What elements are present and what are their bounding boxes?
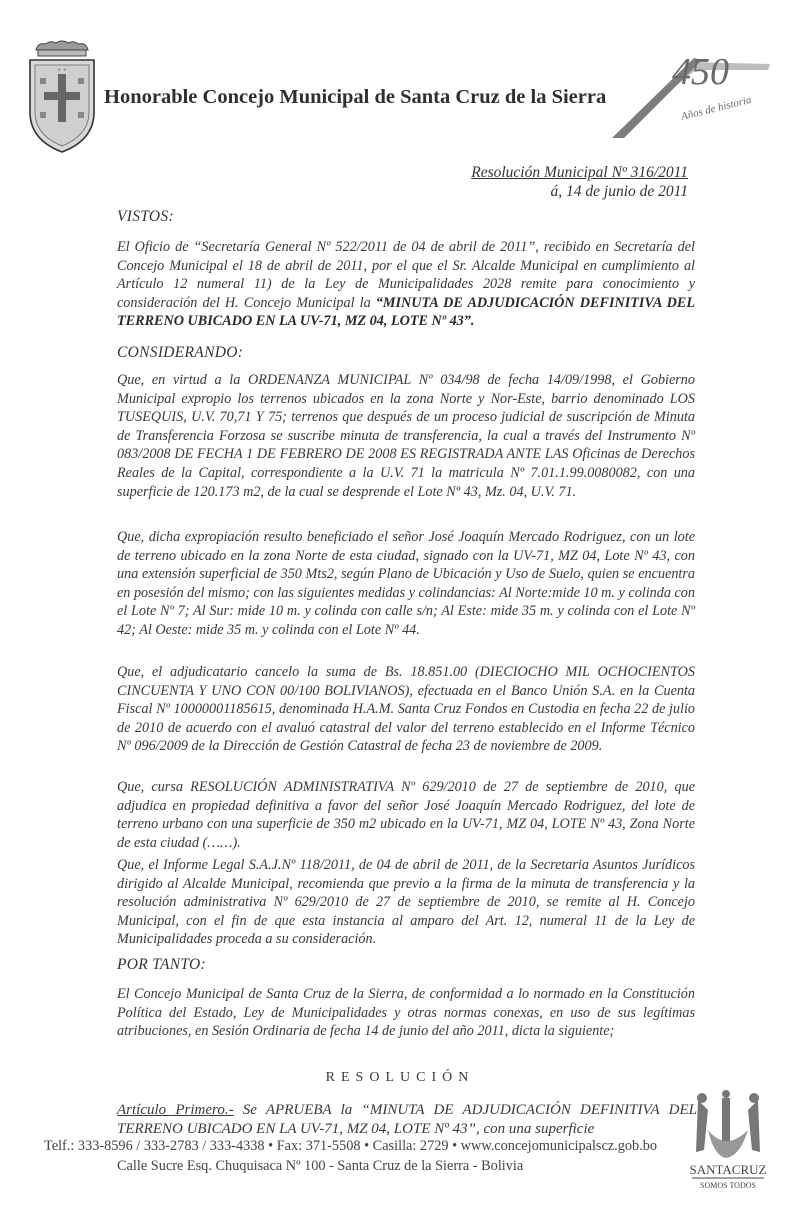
anniversary-450-logo [610, 40, 780, 140]
santa-cruz-logo [678, 1090, 778, 1202]
resolution-date: á, 14 de junio de 2011 [550, 183, 688, 200]
considerando-paragraph-3: Que, el adjudicatario cancelo la suma de Bs. 18.851.00 (DIECIOCHO MIL OCHOCIENTOS CINCUENTA Y UNO CON 00/100 BOLIVIANOS), efectuada en el Banco Unión S.A. en la Cuenta Fiscal Nº 10000001185615, denominada H.A.M. Santa Cruz Fondos en Custodia en fecha 22 de julio de 2010 de acuerdo con el avaluó catastral del valor del terreno establecido en el Informe Técnico Nº 096/2009 de la Dirección de Gestión Catastral de fecha 23 de noviembre de 2009. [117, 664, 695, 755]
considerando-paragraph-2: Que, dicha expropiación resulto beneficiado el señor José Joaquín Mercado Rodriguez, con un lote de terreno ubicado en la zona Norte de esta ciudad, signado con la UV-71, MZ 04, Lote Nº 43, con una extensión superficial de 350 Mts2, según Plano de Ubicación y Uso de Suelo, quien se encuentra en posesión del mismo; con las siguientes medidas y colindancias: Al Norte:mide 10 m. y colinda con el Lote Nº 7; Al Sur: mide 10 m. y colinda con calle s/n; Al Este: mide 35 m. y colinda con el Lote Nº 42; Al Oeste: mide 35 m. y colinda con el Lote Nº 44. [117, 529, 695, 638]
footer-address: Calle Sucre Esq. Chuquisaca Nº 100 - Santa Cruz de la Sierra - Bolivia [117, 1158, 524, 1174]
considerando-paragraph-1: Que, en virtud a la ORDENANZA MUNICIPAL Nº 034/98 de fecha 14/09/1998, el Gobierno Municipal expropio los terrenos ubicados en la zona Norte y Nor-Este, barrio denominado LOS TUSEQUIS, U.V. 70,71 Y 75; terrenos que después de un proceso judicial de suscripción de Minuta de Transferencia Forzosa se suscribe minuta de transferencia, la cual a través del Instrumento Nº 083/2008 DE FECHA 1 DE FEBRERO DE 2008 ES REGISTRADA ANTE LAS Oficinas de Derechos Reales de la Capital, correspondiente a la U.V. 71 la matricula Nº 7.01.1.99.0080082, con una superficie de 120.173 m2, de la cual se desprende el Lote Nº 43, Mz. 04, U.V. 71. [117, 372, 695, 500]
vistos-paragraph: El Oficio de “Secretaría General Nº 522/2011 de 04 de abril de 2011”, recibido en Secretaría del Concejo Municipal el 18 de abril de 2011, por el que el Sr. Alcalde Municipal en cumplimiento al Artículo 12 numeral 11) de la Ley de Municipalidades 2028 remite para conocimiento y consideración del H. Concejo Municipal la “MINUTA DE ADJUDICACIÓN DEFINITIVA DEL TERRENO UBICADO EN LA UV-71, MZ 04, LOTE Nº 43”. [117, 239, 695, 330]
considerando-paragraph-5: Que, el Informe Legal S.A.J.Nº 118/2011, de 04 de abril de 2011, de la Secretaria Asuntos Jurídicos dirigido al Alcalde Municipal, recomienda que previo a la firma de la minuta de transferencia y la resolución administrativa Nº 629/2010 de 27 de septiembre de 2010, se remite al H. Concejo Municipal, con el fin de que esta instancia al amparo del Art. 12, numeral 11 de la Ley de Municipalidades proceda a su consideración. [117, 857, 695, 948]
resolution-number: Resolución Municipal Nº 316/2011 [471, 164, 688, 181]
por-tanto-paragraph: El Concejo Municipal de Santa Cruz de la Sierra, de conformidad a lo normado en la Constitución Política del Estado, Ley de Municipalidades y otras normas conexas, en uso de sus legítimas atribuciones, en Sesión Ordinaria de fecha 14 de junio del año 2011, dicta la siguiente; [117, 986, 695, 1040]
footer-contact: Telf.: 333-8596 / 333-2783 / 333-4338 • Fax: 371-5508 • Casilla: 2729 • www.concejomunicipalscz.gob.bo [44, 1138, 658, 1154]
considerando-paragraph-4: Que, cursa RESOLUCIÓN ADMINISTRATIVA Nº 629/2010 de 27 de septiembre de 2010, que adjudica en propiedad definitiva a favor del señor José Joaquín Mercado Rodriguez, del lote de terreno urbano con una superficie de 350 m2 ubicado en la UV-71, MZ 04, LOTE Nº 43, Zona Norte de esta ciudad (……). [117, 779, 695, 851]
heading-considerando: CONSIDERANDO: [117, 344, 244, 361]
heading-por-tanto: POR TANTO: [117, 956, 206, 973]
logo-sub-text: SOMOS TODOS [700, 1181, 756, 1190]
svg-text:+ +: + + [57, 66, 67, 74]
anniversary-number: 450 [672, 51, 729, 93]
resolution-title: RESOLUCIÓN [325, 1070, 475, 1085]
anniversary-text: Años de historia [679, 93, 753, 123]
heading-vistos: VISTOS: [117, 208, 174, 225]
article-first: Artículo Primero.- Se APRUEBA la “MINUTA DE ADJUDICACIÓN DEFINITIVA DEL TERRENO UBICADO EN LA UV-71, MZ 04, LOTE Nº 43”, con una superficie [117, 1102, 698, 1137]
logo-main-text: SANTACRUZ [689, 1162, 767, 1177]
coat-of-arms-icon [24, 40, 100, 156]
organization-name: Honorable Concejo Municipal de Santa Cruz de la Sierra [104, 86, 607, 108]
